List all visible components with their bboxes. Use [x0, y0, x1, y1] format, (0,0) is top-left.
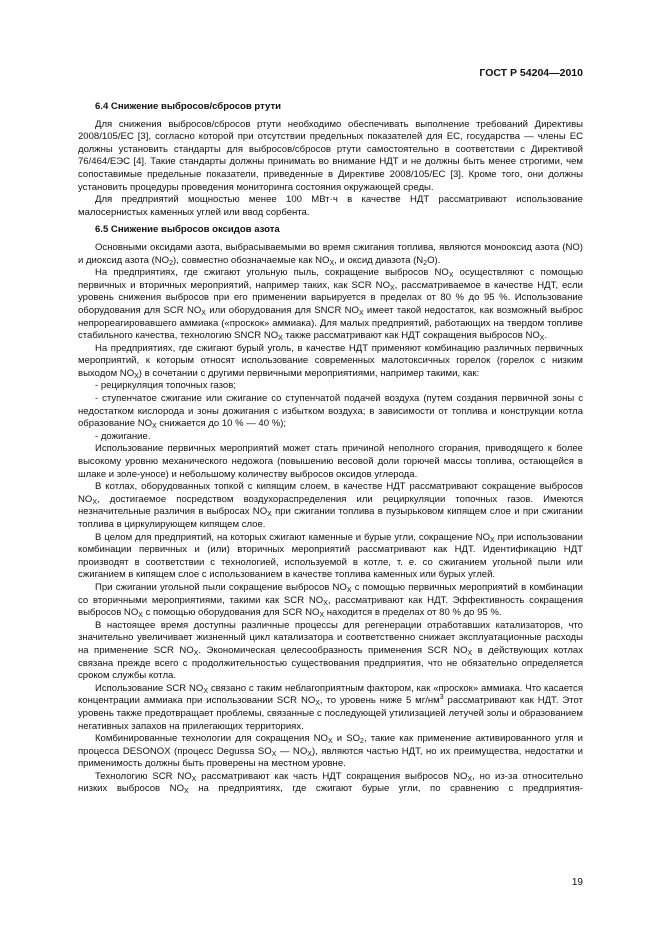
paragraph: Использование SCR $NO_X$ связано с таким неблагоприятным фактором, как «проскок» аммиака. Что касается концентрации аммиака при использовании SCR $NO_X$, то уровень ниже 5 $мг/нм^3$ рассматривают как НДТ. Этот уровень также предотвращает проблемы, связанные с последующей утилизацией летучей золы и образованием негативных запахов на прилегающих территориях. [78, 682, 583, 732]
paragraph: В котлах, оборудованных топкой с кипящим слоем, в качестве НДТ рассматривают сокращение выбросов $NO_X$, достигаемое посредством воздухораспределения или рециркуляции топочных газов. Имеются незначительные различия в выбросах $NO_X$ при сжигании топлива в пузырьковом кипящем слое и при сжигании топлива в циркулирующем кипящем слое. [78, 481, 584, 530]
paragraph: На предприятиях, где сжигают угольную пыль, сокращение выбросов $NO_X$ осуществляют с помощью первичных и вторичных мероприятий, например таких, как SCR $NO_X$, рассматриваемое в качестве НДТ, если уровень снижения выбросов при его применении варьируется в пределах от 80 % до 95 %. Использование оборудования для SCR $NO_X$ или оборудования для SNCR $NO_X$ имеет такой недостаток, как возможный выброс непрореагировавшего аммиака («проскок» аммиака). Для малых предприятий, работающих на твердом топливе стабильного качества, технологию SNCR $NO_X$ также рассматривают как НДТ сокращения выбросов $NO_X$. [78, 267, 584, 343]
paragraph: В целом для предприятий, на которых сжигают каменные и бурые угли, сокращение $NO_X$ при использовании комбинации первичных и (или) вторичных мероприятий рассматривают как НДТ. Идентификацию НДТ производят в соответствии с технологией, используемой в котле, т. е. со сжиганием угольной пыли или сжиганием в кипящем слое с использованием в качестве топлива каменных или бурых углей. [78, 531, 583, 581]
paragraph: - дожигание. [95, 430, 151, 442]
paragraph: Для предприятий мощностью менее 100 МВт·ч в качестве НДТ рассматривают использование малосернистых каменных углей или ввод сорбента. [78, 194, 583, 218]
paragraph: Основными оксидами азота, выбрасываемыми во время сжигания топлива, являются монооксид азота (NO) и диоксид азота $(NO_2)$, совместно обозначаемые как $NO_X$, и оксид диазота $(N_2O)$. [78, 241, 583, 267]
paragraph: Использование первичных мероприятий может стать причиной неполного сгорания, приводящего к более высокому уровню механического недожога (повышению весовой доли горючей массы топлива, остающейся в шлаке и золе-уносе) и небольшому количеству выбросов оксидов углерода. [78, 443, 583, 480]
section-heading: 6.4 Снижение выбросов/сбросов ртути [95, 101, 281, 112]
document-body [78, 96, 583, 796]
paragraph: При сжигании угольной пыли сокращение выбросов $NO_X$ с помощью первичных мероприятий в комбинации со вторичными мероприятиями, такими как SCR $NO_X$, рассматривают как НДТ. Эффективность сокращения выбросов $NO_X$ с помощью оборудования для SCR $NO_X$ находится в пределах от 80 % до 95 %. [78, 581, 583, 620]
paragraph: Технологию SCR $NO_X$ рассматривают как часть НДТ сокращения выбросов $NO_X$, но из-за относительно низких выбросов $NO_X$ на предприятиях, где сжигают бурые угли, по сравнению с предприятия- [78, 770, 584, 796]
page-number: 19 [571, 877, 583, 888]
paragraph: На предприятиях, где сжигают бурый уголь, в качестве НДТ применяют комбинацию различных первичных мероприятий, к которым относят использование современных малотоксичных горелок (горелок с низким выходом $NO_X$) в сочетании с другими первичными мероприятиями, например такими, как: [78, 342, 583, 380]
paragraph: Для снижения выбросов/сбросов ртути необходимо обеспечивать выполнение требований Директивы 2008/105/ЕС [3], согласно которой при отсутствии предельных показателей для ЕС, государства — члены ЕС должны установить стандарты для выбросов/сбросов ртути самостоятельно в соответствии с Директивой 76/464/ЕЭС [4]. Такие стандарты должны принимать во внимание НДТ и не должны быть менее строгими, чем сопоставимые предельные показатели, приведенные в Директиве 2008/105/ЕС [3]. Кроме того, они должны установить процедуры проведения мониторинга состояния окружающей среды. [78, 118, 583, 193]
paragraph: Комбинированные технологии для сокращения $NO_X$ и $SO_2$, такие как применение активированного угля и процесса DESONOX (процесс Degussa $SO_X$ — $NO_X$), являются частью НДТ, но их преимущества, недостатки и применимость должны быть проверены на местном уровне. [78, 733, 584, 770]
paragraph: - рециркуляция топочных газов; [95, 380, 236, 392]
section-heading: 6.5 Снижение выбросов оксидов азота [95, 224, 280, 236]
standard-header: ГОСТ Р 54204—2010 [479, 67, 583, 79]
paragraph: В настоящее время доступны различные процессы для регенерации отработавших катализаторов, что значительно увеличивает жизненный цикл катализатора и соответственно снижает эксплуатационные расходы на применение SCR $NO_X$. Экономическая целесообразность применения SCR $NO_X$ в действующих котлах связана прежде всего с продолжительностью существования предприятия, что не обязательно определяется сроком службы котла. [78, 619, 583, 682]
paragraph: - ступенчатое сжигание или сжигание со ступенчатой подачей воздуха (путем создания первичной зоны с недостатком кислорода и зоны дожигания с избытком воздуха; в зависимости от топлива и конструкции котла образование $NO_X$ снижается до 10 % — 40 %); [78, 393, 583, 431]
